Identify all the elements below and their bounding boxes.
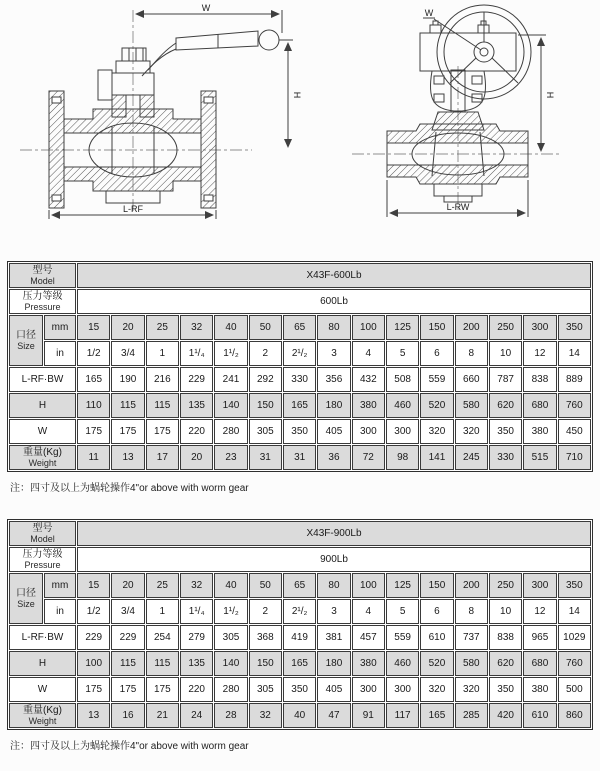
gland-left: [112, 95, 126, 117]
value-cell: 1029: [558, 625, 591, 650]
value-cell: 5: [386, 341, 419, 366]
value-cell: 350: [283, 419, 316, 444]
value-cell: 680: [523, 651, 556, 676]
value-cell: 115: [146, 651, 179, 676]
value-cell: 1/2: [77, 599, 110, 624]
yoke-bolt: [434, 76, 444, 84]
value-cell: 305: [249, 677, 282, 702]
value-cell: 115: [111, 393, 144, 418]
value-cell: 580: [455, 393, 488, 418]
value-cell: 580: [455, 651, 488, 676]
pressure-label-en: Pressure: [24, 302, 61, 313]
value-cell: 216: [146, 367, 179, 392]
stop-bracket: [98, 70, 112, 100]
value-cell: 20: [111, 315, 144, 340]
value-cell: 200: [455, 573, 488, 598]
size-label-cell: [9, 315, 43, 366]
note-worm-gear-2: 注：四寸及以上为蜗轮操作4"or above with worm gear: [10, 741, 249, 752]
value-cell: 91: [352, 703, 385, 728]
value-cell: 330: [283, 367, 316, 392]
value-cell: 150: [420, 573, 453, 598]
value-cell: 100: [352, 573, 385, 598]
value-cell: 280: [214, 677, 247, 702]
pressure-label-cell: [9, 547, 76, 572]
value-cell: 350: [283, 677, 316, 702]
bolt-hole: [204, 195, 213, 201]
value-cell: 300: [523, 573, 556, 598]
value-cell: 405: [317, 677, 350, 702]
weight-label-cell: [9, 703, 76, 728]
value-cell: 72: [352, 445, 385, 470]
height-row: [9, 651, 591, 676]
value-cell: 31: [283, 445, 316, 470]
size-label-en: Size: [17, 599, 35, 610]
value-cell: 220: [180, 677, 213, 702]
weight-label-en: Weight: [28, 458, 57, 469]
value-cell: 515: [523, 445, 556, 470]
value-cell: 16: [111, 703, 144, 728]
value-cell: 6: [420, 341, 453, 366]
value-cell: 180: [317, 651, 350, 676]
value-cell: 50: [249, 315, 282, 340]
weight-label-cn: 重量(Kg): [23, 704, 62, 716]
value-cell: 250: [489, 573, 522, 598]
value-cell: 1¹/₄: [180, 341, 213, 366]
value-cell: 787: [489, 367, 522, 392]
gear-valve-drawing: [352, 5, 560, 217]
value-cell: 620: [489, 651, 522, 676]
value-cell: 13: [111, 445, 144, 470]
value-cell: 150: [249, 651, 282, 676]
model-row: [9, 263, 591, 288]
pressure-label-cell: [9, 289, 76, 314]
size-in-row: [9, 341, 591, 366]
value-cell: 150: [420, 315, 453, 340]
value-cell: 36: [317, 445, 350, 470]
dim-w: [136, 3, 282, 33]
value-cell: 28: [214, 703, 247, 728]
value-cell: 10: [489, 599, 522, 624]
size-label-cell: [9, 573, 43, 624]
value-cell: 165: [283, 393, 316, 418]
size-label-cn: 口径: [16, 587, 36, 599]
left-flange: [49, 91, 64, 208]
value-cell: 117: [386, 703, 419, 728]
handle-knob: [259, 30, 279, 50]
value-cell: 65: [283, 573, 316, 598]
value-cell: 3/4: [111, 599, 144, 624]
value-cell: 141: [420, 445, 453, 470]
model-value: X43F-600Lb: [77, 263, 591, 288]
width-label: W: [9, 419, 76, 444]
model-label-cell: [9, 521, 76, 546]
value-cell: 368: [249, 625, 282, 650]
value-cell: 380: [523, 419, 556, 444]
height-label: H: [9, 393, 76, 418]
dim-label-l-rw: L-RW: [446, 202, 470, 212]
size-label-cn: 口径: [16, 329, 36, 341]
value-cell: 254: [146, 625, 179, 650]
value-cell: 32: [180, 573, 213, 598]
value-cell: 229: [180, 367, 213, 392]
tables-section: [0, 261, 600, 752]
dim-label-l-rf: L-RF: [123, 204, 143, 214]
lever-valve-drawing: [20, 3, 302, 219]
dim-w: [423, 8, 481, 50]
value-cell: 965: [523, 625, 556, 650]
value-cell: 4: [352, 341, 385, 366]
value-cell: 47: [317, 703, 350, 728]
value-cell: 20: [180, 445, 213, 470]
unit-in: in: [44, 599, 76, 624]
value-cell: 760: [558, 651, 591, 676]
value-cell: 520: [420, 393, 453, 418]
value-cell: 457: [352, 625, 385, 650]
dim-l-rf: [49, 204, 216, 219]
value-cell: 175: [111, 677, 144, 702]
dim-l-rw: [387, 180, 528, 217]
value-cell: 680: [523, 393, 556, 418]
value-cell: 229: [111, 625, 144, 650]
model-value: X43F-900Lb: [77, 521, 591, 546]
value-cell: 241: [214, 367, 247, 392]
value-cell: 1: [146, 599, 179, 624]
bolt-hole: [204, 97, 213, 103]
value-cell: 165: [283, 651, 316, 676]
value-cell: 110: [77, 393, 110, 418]
pressure-label-en: Pressure: [24, 560, 61, 571]
value-cell: 3: [317, 341, 350, 366]
value-cell: 838: [523, 367, 556, 392]
value-cell: 2¹/₂: [283, 599, 316, 624]
value-cell: 200: [455, 315, 488, 340]
value-cell: 15: [77, 315, 110, 340]
gland-right: [140, 95, 154, 117]
value-cell: 380: [523, 677, 556, 702]
value-cell: 1: [146, 341, 179, 366]
value-cell: 14: [558, 599, 591, 624]
value-cell: 98: [386, 445, 419, 470]
value-cell: 115: [146, 393, 179, 418]
value-cell: 559: [420, 367, 453, 392]
value-cell: 135: [180, 393, 213, 418]
pipe-top-wall: [64, 109, 201, 133]
value-cell: 450: [558, 419, 591, 444]
value-cell: 350: [489, 677, 522, 702]
value-cell: 1¹/₄: [180, 599, 213, 624]
value-cell: 292: [249, 367, 282, 392]
pressure-label-cn: 压力等级: [22, 548, 63, 560]
value-cell: 80: [317, 573, 350, 598]
width-row: [9, 677, 591, 702]
value-cell: 115: [111, 651, 144, 676]
unit-in: in: [44, 341, 76, 366]
model-label-en: Model: [30, 276, 55, 287]
value-cell: 559: [386, 625, 419, 650]
value-cell: 2: [249, 341, 282, 366]
height-label: H: [9, 651, 76, 676]
value-cell: 1/2: [77, 341, 110, 366]
value-cell: 150: [249, 393, 282, 418]
value-cell: 24: [180, 703, 213, 728]
value-cell: 8: [455, 341, 488, 366]
value-cell: 165: [77, 367, 110, 392]
value-cell: 838: [489, 625, 522, 650]
value-cell: 620: [489, 393, 522, 418]
pressure-value: 900Lb: [77, 547, 591, 572]
value-cell: 356: [317, 367, 350, 392]
value-cell: 2¹/₂: [283, 341, 316, 366]
value-cell: 40: [283, 703, 316, 728]
value-cell: 100: [77, 651, 110, 676]
value-cell: 320: [455, 677, 488, 702]
size-in-row: [9, 599, 591, 624]
unit-mm: mm: [44, 573, 76, 598]
value-cell: 175: [77, 419, 110, 444]
value-cell: 6: [420, 599, 453, 624]
spec-table-900lb: [7, 519, 593, 730]
value-cell: 125: [386, 315, 419, 340]
value-cell: 3/4: [111, 341, 144, 366]
value-cell: 300: [386, 677, 419, 702]
size-mm-row: [9, 573, 591, 598]
value-cell: 300: [352, 677, 385, 702]
value-cell: 350: [558, 573, 591, 598]
model-label-cn: 型号: [32, 264, 53, 276]
value-cell: 125: [386, 573, 419, 598]
length-row: [9, 625, 591, 650]
value-cell: 285: [455, 703, 488, 728]
value-cell: 13: [77, 703, 110, 728]
value-cell: 140: [214, 393, 247, 418]
value-cell: 250: [489, 315, 522, 340]
value-cell: 245: [455, 445, 488, 470]
dim-label-w: W: [424, 8, 434, 18]
value-cell: 135: [180, 651, 213, 676]
value-cell: 610: [420, 625, 453, 650]
value-cell: 229: [77, 625, 110, 650]
right-flange: [201, 91, 216, 208]
value-cell: 190: [111, 367, 144, 392]
width-label: W: [9, 677, 76, 702]
value-cell: 280: [214, 419, 247, 444]
value-cell: 305: [214, 625, 247, 650]
value-cell: 889: [558, 367, 591, 392]
value-cell: 320: [420, 419, 453, 444]
weight-label-cell: [9, 445, 76, 470]
value-cell: 520: [420, 651, 453, 676]
value-cell: 279: [180, 625, 213, 650]
value-cell: 32: [180, 315, 213, 340]
value-cell: 21: [146, 703, 179, 728]
value-cell: 460: [386, 651, 419, 676]
value-cell: 175: [111, 419, 144, 444]
size-label-en: Size: [17, 341, 35, 352]
value-cell: 380: [352, 651, 385, 676]
value-cell: 220: [180, 419, 213, 444]
value-cell: 860: [558, 703, 591, 728]
value-cell: 1¹/₂: [214, 599, 247, 624]
value-cell: 5: [386, 599, 419, 624]
value-cell: 330: [489, 445, 522, 470]
value-cell: 11: [77, 445, 110, 470]
dim-label-h: H: [292, 91, 302, 99]
size-mm-row: [9, 315, 591, 340]
handwheel-shaft: [480, 48, 488, 56]
bolt-hole: [52, 195, 61, 201]
value-cell: 460: [386, 393, 419, 418]
length-label: L-RF·BW: [9, 367, 76, 392]
value-cell: 140: [214, 651, 247, 676]
value-cell: 10: [489, 341, 522, 366]
yoke-bolt: [434, 94, 444, 102]
value-cell: 381: [317, 625, 350, 650]
model-label-cn: 型号: [32, 522, 53, 534]
value-cell: 20: [111, 573, 144, 598]
technical-drawings: [0, 0, 600, 238]
gearbox-bolt: [430, 25, 441, 33]
value-cell: 23: [214, 445, 247, 470]
value-cell: 25: [146, 573, 179, 598]
value-cell: 300: [352, 419, 385, 444]
value-cell: 419: [283, 625, 316, 650]
value-cell: 500: [558, 677, 591, 702]
value-cell: 508: [386, 367, 419, 392]
value-cell: 175: [146, 677, 179, 702]
value-cell: 660: [455, 367, 488, 392]
bolt-hole: [52, 97, 61, 103]
value-cell: 40: [214, 315, 247, 340]
value-cell: 175: [77, 677, 110, 702]
value-cell: 350: [558, 315, 591, 340]
dim-h: [279, 40, 302, 147]
value-cell: 12: [523, 599, 556, 624]
value-cell: 305: [249, 419, 282, 444]
value-cell: 320: [420, 677, 453, 702]
value-cell: 175: [146, 419, 179, 444]
value-cell: 180: [317, 393, 350, 418]
value-cell: 50: [249, 573, 282, 598]
value-cell: 14: [558, 341, 591, 366]
height-row: [9, 393, 591, 418]
value-cell: 31: [249, 445, 282, 470]
dim-label-w: W: [201, 3, 211, 13]
length-label: L-RF·BW: [9, 625, 76, 650]
value-cell: 4: [352, 599, 385, 624]
value-cell: 710: [558, 445, 591, 470]
pressure-label-cn: 压力等级: [22, 290, 63, 302]
handle-bend: [142, 49, 176, 76]
width-row: [9, 419, 591, 444]
value-cell: 25: [146, 315, 179, 340]
value-cell: 65: [283, 315, 316, 340]
value-cell: 350: [489, 419, 522, 444]
model-label-cell: [9, 263, 76, 288]
value-cell: 300: [386, 419, 419, 444]
value-cell: 17: [146, 445, 179, 470]
value-cell: 380: [352, 393, 385, 418]
value-cell: 40: [214, 573, 247, 598]
value-cell: 760: [558, 393, 591, 418]
note-worm-gear-1: 注：四寸及以上为蜗轮操作4"or above with worm gear: [10, 483, 249, 494]
value-cell: 165: [420, 703, 453, 728]
value-cell: 2: [249, 599, 282, 624]
model-label-en: Model: [30, 534, 55, 545]
packing-nut: [122, 48, 146, 61]
handwheel-hub: [474, 42, 494, 62]
value-cell: 3: [317, 599, 350, 624]
pressure-row: [9, 289, 591, 314]
value-cell: 12: [523, 341, 556, 366]
value-cell: 300: [523, 315, 556, 340]
value-cell: 737: [455, 625, 488, 650]
pressure-value: 600Lb: [77, 289, 591, 314]
model-row: [9, 521, 591, 546]
value-cell: 432: [352, 367, 385, 392]
value-cell: 405: [317, 419, 350, 444]
value-cell: 100: [352, 315, 385, 340]
value-cell: 1¹/₂: [214, 341, 247, 366]
weight-label-cn: 重量(Kg): [23, 446, 62, 458]
value-cell: 15: [77, 573, 110, 598]
yoke-bolt: [472, 76, 482, 84]
pressure-row: [9, 547, 591, 572]
weight-row: [9, 703, 591, 728]
spec-table-600lb: [7, 261, 593, 472]
value-cell: 32: [249, 703, 282, 728]
value-cell: 320: [455, 419, 488, 444]
pipe-bottom-wall: [64, 167, 201, 191]
dim-label-h: H: [545, 91, 555, 99]
weight-label-en: Weight: [28, 716, 57, 727]
value-cell: 8: [455, 599, 488, 624]
handle-grip: [176, 31, 258, 50]
value-cell: 420: [489, 703, 522, 728]
value-cell: 610: [523, 703, 556, 728]
length-row: [9, 367, 591, 392]
weight-row: [9, 445, 591, 470]
unit-mm: mm: [44, 315, 76, 340]
value-cell: 80: [317, 315, 350, 340]
